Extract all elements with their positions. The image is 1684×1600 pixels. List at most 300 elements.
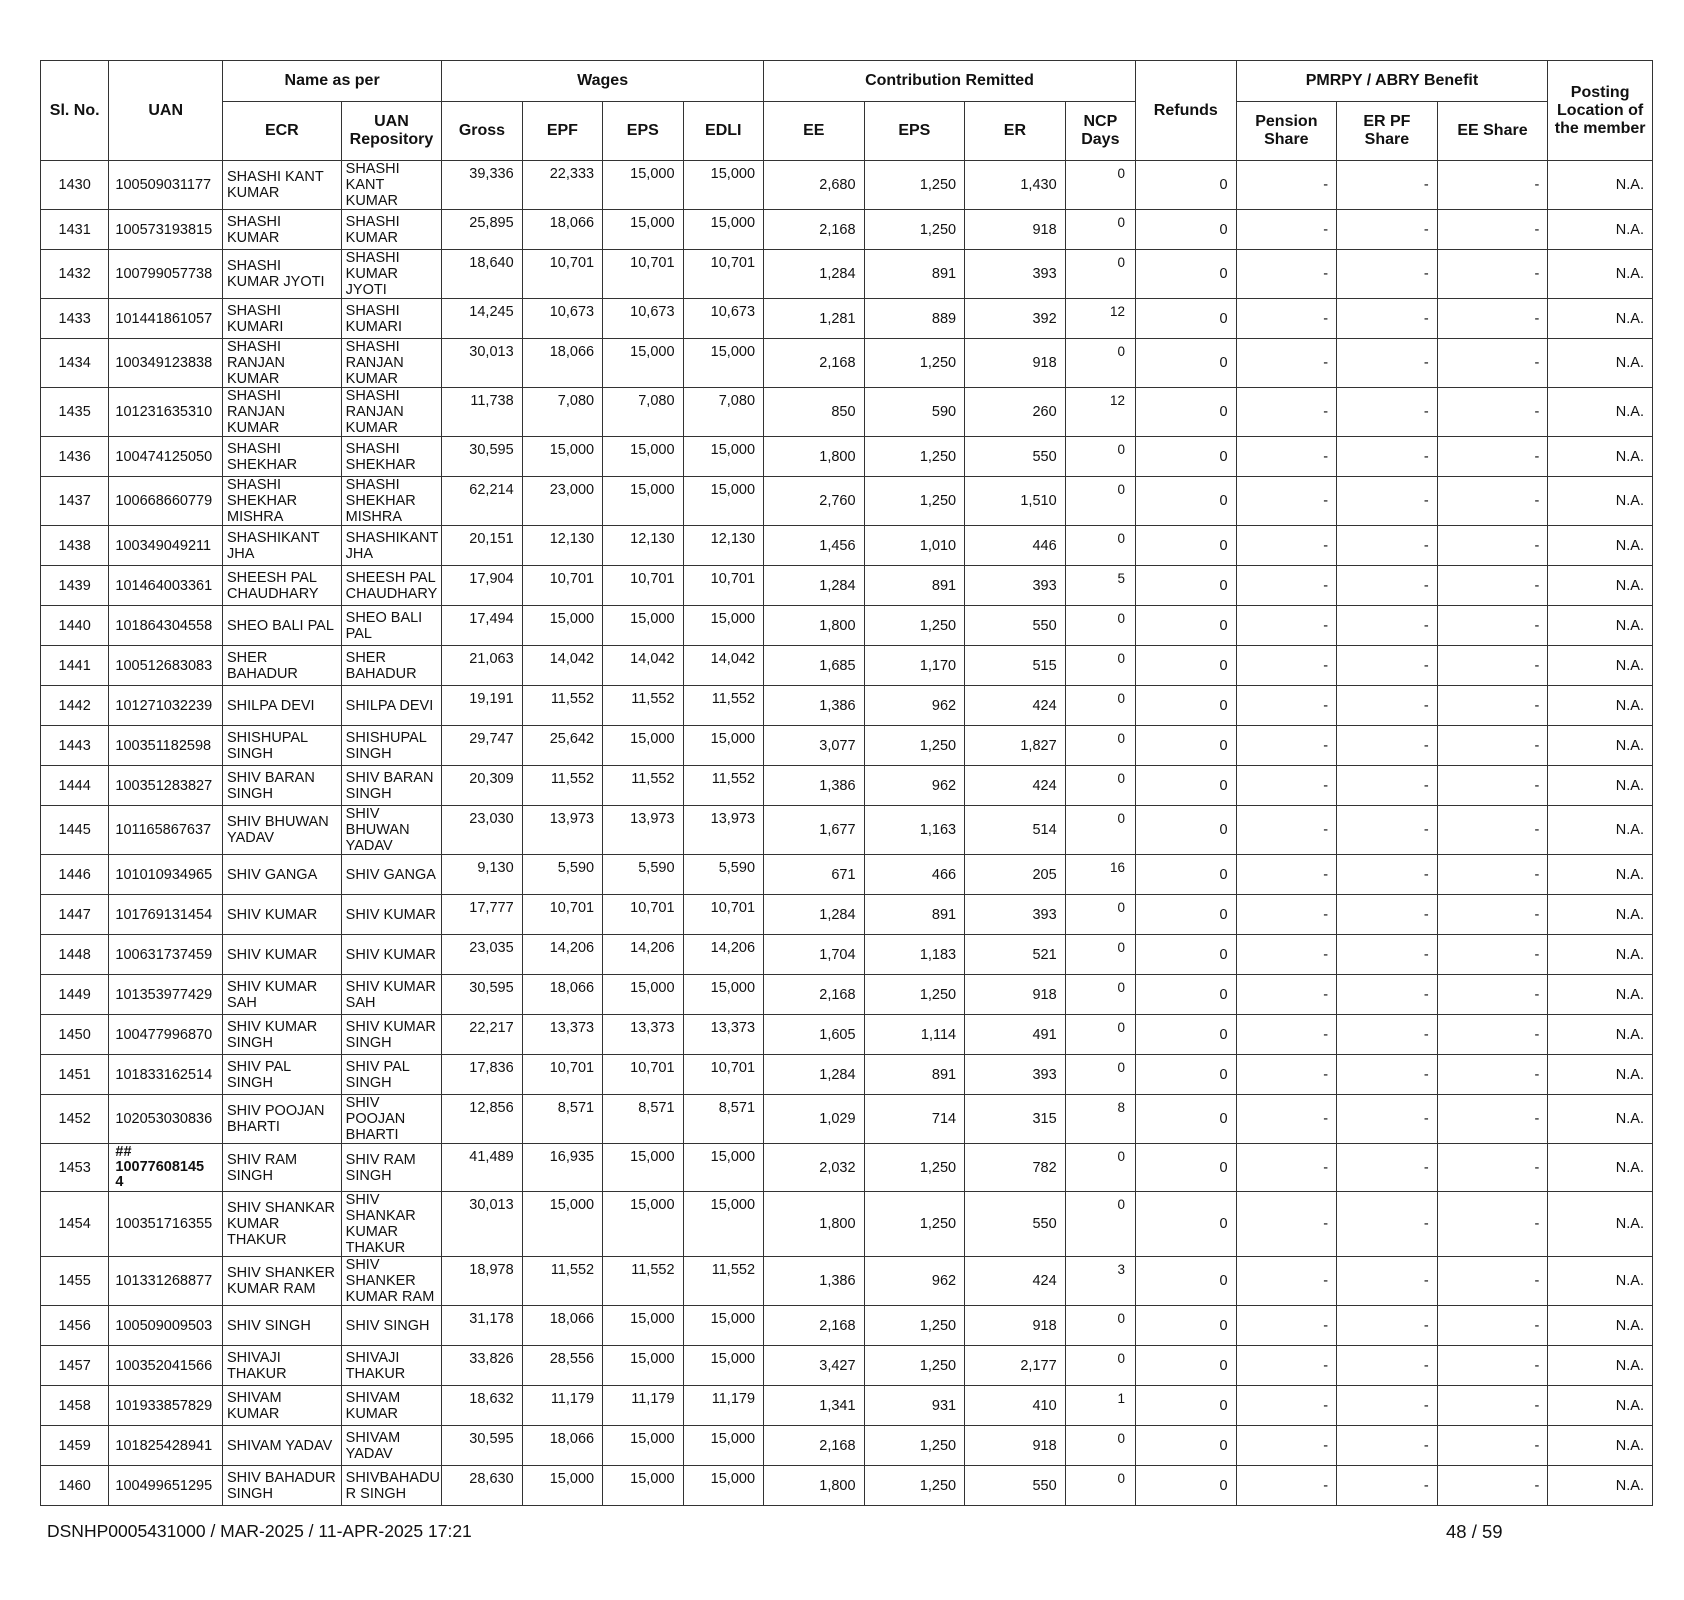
cell-refunds: 0 — [1136, 1426, 1237, 1466]
cell-contribution-eps: 590 — [864, 388, 965, 437]
cell-refunds: 0 — [1136, 1095, 1237, 1144]
cell-name-repository: SHIV SHANKAR KUMAR THAKUR — [341, 1192, 442, 1257]
cell-pension-share: - — [1236, 299, 1337, 339]
cell-edli: 10,701 — [683, 895, 763, 935]
cell-er: 918 — [965, 339, 1066, 388]
cell-er-pf-share: - — [1337, 975, 1438, 1015]
cell-pension-share: - — [1236, 250, 1337, 299]
cell-gross: 29,747 — [442, 726, 522, 766]
cell-ee: 1,386 — [764, 686, 865, 726]
cell-ee-share: - — [1437, 1466, 1548, 1506]
cell-refunds: 0 — [1136, 299, 1237, 339]
cell-name-repository: SHIV PAL SINGH — [341, 1055, 442, 1095]
cell-name-ecr: SHIV BARAN SINGH — [223, 766, 342, 806]
cell-sl-no: 1446 — [41, 855, 109, 895]
cell-gross: 18,632 — [442, 1386, 522, 1426]
cell-refunds: 0 — [1136, 975, 1237, 1015]
cell-uan: 100352041566 — [109, 1346, 223, 1386]
cell-sl-no: 1460 — [41, 1466, 109, 1506]
cell-ncp-days: 0 — [1065, 895, 1135, 935]
cell-er: 782 — [965, 1144, 1066, 1192]
cell-pension-share: - — [1236, 1257, 1337, 1306]
cell-name-ecr: SHILPA DEVI — [223, 686, 342, 726]
cell-ncp-days: 0 — [1065, 646, 1135, 686]
cell-name-repository: SHASHI SHEKHAR — [341, 437, 442, 477]
cell-ee: 1,800 — [764, 1192, 865, 1257]
cell-ee: 2,032 — [764, 1144, 865, 1192]
cell-ee-share: - — [1437, 566, 1548, 606]
cell-er-pf-share: - — [1337, 1346, 1438, 1386]
cell-refunds: 0 — [1136, 646, 1237, 686]
cell-contribution-eps: 962 — [864, 1257, 965, 1306]
header-ee-share: EE Share — [1437, 102, 1548, 161]
cell-er-pf-share: - — [1337, 1144, 1438, 1192]
cell-contribution-eps: 1,250 — [864, 726, 965, 766]
cell-ee-share: - — [1437, 1095, 1548, 1144]
cell-er-pf-share: - — [1337, 855, 1438, 895]
cell-er: 550 — [965, 437, 1066, 477]
cell-ncp-days: 0 — [1065, 477, 1135, 526]
cell-ee-share: - — [1437, 855, 1548, 895]
cell-refunds: 0 — [1136, 161, 1237, 210]
cell-ee-share: - — [1437, 1346, 1548, 1386]
cell-ee: 1,677 — [764, 806, 865, 855]
cell-er-pf-share: - — [1337, 726, 1438, 766]
cell-er-pf-share: - — [1337, 388, 1438, 437]
cell-uan: 101165867637 — [109, 806, 223, 855]
cell-sl-no: 1458 — [41, 1386, 109, 1426]
cell-name-ecr: SHEO BALI PAL — [223, 606, 342, 646]
cell-eps: 15,000 — [603, 339, 683, 388]
cell-pension-share: - — [1236, 210, 1337, 250]
cell-ee-share: - — [1437, 210, 1548, 250]
header-gross: Gross — [442, 102, 522, 161]
cell-edli: 15,000 — [683, 726, 763, 766]
cell-uan: 100474125050 — [109, 437, 223, 477]
cell-pension-share: - — [1236, 1426, 1337, 1466]
cell-name-ecr: SHASHI RANJAN KUMAR — [223, 339, 342, 388]
cell-uan: 100668660779 — [109, 477, 223, 526]
cell-eps: 11,179 — [603, 1386, 683, 1426]
cell-eps: 10,701 — [603, 1055, 683, 1095]
cell-posting-location: N.A. — [1548, 1055, 1653, 1095]
cell-epf: 15,000 — [522, 606, 602, 646]
cell-sl-no: 1448 — [41, 935, 109, 975]
cell-er: 260 — [965, 388, 1066, 437]
cell-epf: 18,066 — [522, 210, 602, 250]
cell-refunds: 0 — [1136, 766, 1237, 806]
cell-name-ecr: SHIV KUMAR SAH — [223, 975, 342, 1015]
cell-gross: 41,489 — [442, 1144, 522, 1192]
table-row — [41, 437, 1653, 477]
cell-contribution-eps: 1,250 — [864, 161, 965, 210]
cell-gross: 30,595 — [442, 1426, 522, 1466]
cell-pension-share: - — [1236, 1144, 1337, 1192]
cell-posting-location: N.A. — [1548, 339, 1653, 388]
header-edli: EDLI — [683, 102, 763, 161]
cell-er-pf-share: - — [1337, 526, 1438, 566]
cell-edli: 15,000 — [683, 210, 763, 250]
cell-edli: 15,000 — [683, 1144, 763, 1192]
cell-contribution-eps: 1,250 — [864, 1192, 965, 1257]
cell-ee-share: - — [1437, 1386, 1548, 1426]
cell-er-pf-share: - — [1337, 1095, 1438, 1144]
cell-er-pf-share: - — [1337, 1257, 1438, 1306]
cell-name-ecr: SHIVAJI THAKUR — [223, 1346, 342, 1386]
cell-eps: 15,000 — [603, 1466, 683, 1506]
cell-contribution-eps: 962 — [864, 766, 965, 806]
cell-name-ecr: SHASHI RANJAN KUMAR — [223, 388, 342, 437]
cell-name-ecr: SHASHI KANT KUMAR — [223, 161, 342, 210]
cell-ee: 1,456 — [764, 526, 865, 566]
cell-eps: 15,000 — [603, 975, 683, 1015]
cell-pension-share: - — [1236, 855, 1337, 895]
cell-er: 515 — [965, 646, 1066, 686]
header-contribution-eps: EPS — [864, 102, 965, 161]
cell-eps: 15,000 — [603, 161, 683, 210]
cell-uan: 101825428941 — [109, 1426, 223, 1466]
cell-ee-share: - — [1437, 1144, 1548, 1192]
cell-name-repository: SHASHI KUMAR JYOTI — [341, 250, 442, 299]
cell-eps: 13,973 — [603, 806, 683, 855]
cell-edli: 15,000 — [683, 606, 763, 646]
cell-pension-share: - — [1236, 686, 1337, 726]
cell-eps: 8,571 — [603, 1095, 683, 1144]
cell-name-ecr: SHIVAM KUMAR — [223, 1386, 342, 1426]
cell-er: 918 — [965, 1306, 1066, 1346]
cell-ncp-days: 0 — [1065, 726, 1135, 766]
table-row — [41, 1192, 1653, 1257]
cell-sl-no: 1430 — [41, 161, 109, 210]
cell-uan: 101864304558 — [109, 606, 223, 646]
ecr-contribution-table — [40, 60, 1653, 1506]
cell-name-repository: SHEO BALI PAL — [341, 606, 442, 646]
table-row — [41, 1144, 1653, 1192]
cell-name-ecr: SHASHIKANT JHA — [223, 526, 342, 566]
cell-eps: 5,590 — [603, 855, 683, 895]
cell-gross: 23,035 — [442, 935, 522, 975]
cell-gross: 18,640 — [442, 250, 522, 299]
table-row — [41, 1466, 1653, 1506]
cell-ee: 1,029 — [764, 1095, 865, 1144]
cell-epf: 10,673 — [522, 299, 602, 339]
cell-sl-no: 1459 — [41, 1426, 109, 1466]
cell-sl-no: 1435 — [41, 388, 109, 437]
cell-uan: ## 10077608145 4 — [109, 1144, 223, 1192]
table-row — [41, 526, 1653, 566]
cell-pension-share: - — [1236, 766, 1337, 806]
cell-epf: 25,642 — [522, 726, 602, 766]
cell-posting-location: N.A. — [1548, 1426, 1653, 1466]
cell-pension-share: - — [1236, 1466, 1337, 1506]
cell-pension-share: - — [1236, 1015, 1337, 1055]
cell-gross: 18,978 — [442, 1257, 522, 1306]
cell-edli: 13,373 — [683, 1015, 763, 1055]
cell-ncp-days: 0 — [1065, 686, 1135, 726]
cell-eps: 15,000 — [603, 726, 683, 766]
cell-eps: 15,000 — [603, 1144, 683, 1192]
cell-pension-share: - — [1236, 1192, 1337, 1257]
cell-refunds: 0 — [1136, 1055, 1237, 1095]
cell-posting-location: N.A. — [1548, 437, 1653, 477]
cell-name-ecr: SHIV POOJAN BHARTI — [223, 1095, 342, 1144]
cell-uan: 101464003361 — [109, 566, 223, 606]
cell-epf: 11,552 — [522, 686, 602, 726]
cell-posting-location: N.A. — [1548, 526, 1653, 566]
cell-posting-location: N.A. — [1548, 1466, 1653, 1506]
cell-sl-no: 1442 — [41, 686, 109, 726]
cell-pension-share: - — [1236, 1306, 1337, 1346]
cell-name-repository: SHASHI RANJAN KUMAR — [341, 339, 442, 388]
cell-refunds: 0 — [1136, 339, 1237, 388]
cell-er-pf-share: - — [1337, 766, 1438, 806]
cell-ee: 1,704 — [764, 935, 865, 975]
cell-eps: 15,000 — [603, 437, 683, 477]
cell-ncp-days: 3 — [1065, 1257, 1135, 1306]
cell-name-ecr: SHEESH PAL CHAUDHARY — [223, 566, 342, 606]
cell-edli: 15,000 — [683, 477, 763, 526]
table-row — [41, 895, 1653, 935]
cell-refunds: 0 — [1136, 1306, 1237, 1346]
table-row — [41, 935, 1653, 975]
cell-ee-share: - — [1437, 1015, 1548, 1055]
cell-eps: 10,673 — [603, 299, 683, 339]
cell-er-pf-share: - — [1337, 1466, 1438, 1506]
cell-ncp-days: 16 — [1065, 855, 1135, 895]
cell-er: 514 — [965, 806, 1066, 855]
cell-ncp-days: 0 — [1065, 1144, 1135, 1192]
cell-name-repository: SHASHI KUMAR — [341, 210, 442, 250]
cell-name-ecr: SHIV RAM SINGH — [223, 1144, 342, 1192]
cell-contribution-eps: 891 — [864, 250, 965, 299]
cell-name-ecr: SHIVAM YADAV — [223, 1426, 342, 1466]
cell-epf: 13,373 — [522, 1015, 602, 1055]
cell-ncp-days: 0 — [1065, 935, 1135, 975]
cell-refunds: 0 — [1136, 210, 1237, 250]
cell-er: 393 — [965, 895, 1066, 935]
cell-sl-no: 1436 — [41, 437, 109, 477]
cell-name-ecr: SHASHI KUMAR — [223, 210, 342, 250]
cell-er-pf-share: - — [1337, 1386, 1438, 1426]
cell-refunds: 0 — [1136, 250, 1237, 299]
cell-ncp-days: 0 — [1065, 339, 1135, 388]
cell-name-ecr: SHIV SHANKER KUMAR RAM — [223, 1257, 342, 1306]
cell-contribution-eps: 1,163 — [864, 806, 965, 855]
table-row — [41, 1306, 1653, 1346]
cell-uan: 100799057738 — [109, 250, 223, 299]
cell-refunds: 0 — [1136, 526, 1237, 566]
cell-eps: 15,000 — [603, 1346, 683, 1386]
cell-refunds: 0 — [1136, 935, 1237, 975]
table-row — [41, 210, 1653, 250]
cell-epf: 22,333 — [522, 161, 602, 210]
cell-name-repository: SHASHI KUMARI — [341, 299, 442, 339]
cell-ee: 1,284 — [764, 250, 865, 299]
cell-er: 393 — [965, 1055, 1066, 1095]
cell-er: 491 — [965, 1015, 1066, 1055]
cell-edli: 15,000 — [683, 437, 763, 477]
cell-epf: 28,556 — [522, 1346, 602, 1386]
cell-gross: 21,063 — [442, 646, 522, 686]
cell-name-repository: SHASHI RANJAN KUMAR — [341, 388, 442, 437]
cell-er-pf-share: - — [1337, 161, 1438, 210]
cell-gross: 17,836 — [442, 1055, 522, 1095]
cell-eps: 15,000 — [603, 1426, 683, 1466]
cell-ee: 1,685 — [764, 646, 865, 686]
cell-contribution-eps: 714 — [864, 1095, 965, 1144]
cell-sl-no: 1432 — [41, 250, 109, 299]
header-er-pf-share: ER PF Share — [1337, 102, 1438, 161]
cell-contribution-eps: 891 — [864, 1055, 965, 1095]
cell-posting-location: N.A. — [1548, 299, 1653, 339]
cell-gross: 9,130 — [442, 855, 522, 895]
cell-ee: 1,800 — [764, 1466, 865, 1506]
cell-edli: 11,552 — [683, 766, 763, 806]
cell-ee-share: - — [1437, 477, 1548, 526]
cell-name-repository: SHIV SHANKER KUMAR RAM — [341, 1257, 442, 1306]
cell-ee: 2,168 — [764, 1426, 865, 1466]
cell-name-repository: SHIV BARAN SINGH — [341, 766, 442, 806]
cell-er-pf-share: - — [1337, 1055, 1438, 1095]
cell-ncp-days: 8 — [1065, 1095, 1135, 1144]
cell-ee-share: - — [1437, 975, 1548, 1015]
cell-er: 1,430 — [965, 161, 1066, 210]
cell-ee-share: - — [1437, 1257, 1548, 1306]
cell-epf: 11,552 — [522, 1257, 602, 1306]
cell-pension-share: - — [1236, 437, 1337, 477]
cell-eps: 10,701 — [603, 895, 683, 935]
cell-ee: 1,284 — [764, 895, 865, 935]
cell-epf: 23,000 — [522, 477, 602, 526]
cell-gross: 12,856 — [442, 1095, 522, 1144]
cell-ee-share: - — [1437, 686, 1548, 726]
cell-contribution-eps: 1,250 — [864, 1466, 965, 1506]
cell-er-pf-share: - — [1337, 1015, 1438, 1055]
cell-gross: 28,630 — [442, 1466, 522, 1506]
cell-name-repository: SHIV GANGA — [341, 855, 442, 895]
cell-er: 2,177 — [965, 1346, 1066, 1386]
cell-pension-share: - — [1236, 161, 1337, 210]
cell-refunds: 0 — [1136, 1015, 1237, 1055]
cell-eps: 15,000 — [603, 1306, 683, 1346]
cell-uan: 101231635310 — [109, 388, 223, 437]
cell-edli: 11,179 — [683, 1386, 763, 1426]
cell-uan: 100477996870 — [109, 1015, 223, 1055]
cell-refunds: 0 — [1136, 566, 1237, 606]
cell-posting-location: N.A. — [1548, 895, 1653, 935]
cell-sl-no: 1437 — [41, 477, 109, 526]
cell-epf: 15,000 — [522, 437, 602, 477]
cell-er-pf-share: - — [1337, 646, 1438, 686]
cell-er-pf-share: - — [1337, 1306, 1438, 1346]
cell-posting-location: N.A. — [1548, 161, 1653, 210]
cell-ncp-days: 0 — [1065, 1426, 1135, 1466]
cell-ee: 3,427 — [764, 1346, 865, 1386]
cell-epf: 18,066 — [522, 339, 602, 388]
cell-name-repository: SHIV POOJAN BHARTI — [341, 1095, 442, 1144]
cell-edli: 13,973 — [683, 806, 763, 855]
cell-refunds: 0 — [1136, 1144, 1237, 1192]
cell-ee-share: - — [1437, 1306, 1548, 1346]
table-body — [41, 161, 1653, 1506]
cell-pension-share: - — [1236, 388, 1337, 437]
cell-ncp-days: 0 — [1065, 526, 1135, 566]
cell-edli: 14,042 — [683, 646, 763, 686]
cell-sl-no: 1453 — [41, 1144, 109, 1192]
cell-refunds: 0 — [1136, 1257, 1237, 1306]
cell-sl-no: 1433 — [41, 299, 109, 339]
header-ee: EE — [764, 102, 865, 161]
cell-eps: 15,000 — [603, 1192, 683, 1257]
cell-contribution-eps: 1,250 — [864, 1306, 965, 1346]
cell-pension-share: - — [1236, 1055, 1337, 1095]
cell-epf: 18,066 — [522, 1426, 602, 1466]
cell-ee: 1,341 — [764, 1386, 865, 1426]
cell-edli: 7,080 — [683, 388, 763, 437]
cell-pension-share: - — [1236, 526, 1337, 566]
cell-edli: 14,206 — [683, 935, 763, 975]
cell-edli: 10,701 — [683, 1055, 763, 1095]
cell-sl-no: 1457 — [41, 1346, 109, 1386]
table-row — [41, 606, 1653, 646]
cell-gross: 17,494 — [442, 606, 522, 646]
cell-edli: 15,000 — [683, 1466, 763, 1506]
cell-ee: 1,284 — [764, 1055, 865, 1095]
cell-name-ecr: SHIV BHUWAN YADAV — [223, 806, 342, 855]
table-row — [41, 1346, 1653, 1386]
cell-name-repository: SHIV BHUWAN YADAV — [341, 806, 442, 855]
cell-er: 446 — [965, 526, 1066, 566]
cell-epf: 14,042 — [522, 646, 602, 686]
cell-posting-location: N.A. — [1548, 935, 1653, 975]
cell-ee: 1,281 — [764, 299, 865, 339]
cell-ee-share: - — [1437, 935, 1548, 975]
cell-uan: 100509031177 — [109, 161, 223, 210]
cell-gross: 17,777 — [442, 895, 522, 935]
cell-name-ecr: SHIV PAL SINGH — [223, 1055, 342, 1095]
cell-ncp-days: 0 — [1065, 606, 1135, 646]
cell-ee: 2,760 — [764, 477, 865, 526]
cell-name-ecr: SHIV KUMAR — [223, 935, 342, 975]
cell-contribution-eps: 1,250 — [864, 1426, 965, 1466]
cell-epf: 16,935 — [522, 1144, 602, 1192]
cell-er: 392 — [965, 299, 1066, 339]
header-uan: UAN — [109, 61, 223, 161]
cell-edli: 12,130 — [683, 526, 763, 566]
cell-gross: 23,030 — [442, 806, 522, 855]
cell-ee: 1,284 — [764, 566, 865, 606]
table-row — [41, 1386, 1653, 1426]
cell-name-ecr: SHASHI SHEKHAR — [223, 437, 342, 477]
table-row — [41, 975, 1653, 1015]
table-row — [41, 686, 1653, 726]
cell-gross: 19,191 — [442, 686, 522, 726]
cell-posting-location: N.A. — [1548, 1257, 1653, 1306]
cell-edli: 11,552 — [683, 1257, 763, 1306]
table-row — [41, 161, 1653, 210]
cell-ee: 2,680 — [764, 161, 865, 210]
cell-name-repository: SHISHUPAL SINGH — [341, 726, 442, 766]
cell-sl-no: 1444 — [41, 766, 109, 806]
cell-ee-share: - — [1437, 726, 1548, 766]
cell-ncp-days: 12 — [1065, 299, 1135, 339]
header-pension-share: Pension Share — [1236, 102, 1337, 161]
cell-name-ecr: SHIV SHANKAR KUMAR THAKUR — [223, 1192, 342, 1257]
cell-er: 550 — [965, 606, 1066, 646]
cell-er-pf-share: - — [1337, 935, 1438, 975]
cell-ncp-days: 1 — [1065, 1386, 1135, 1426]
cell-refunds: 0 — [1136, 1192, 1237, 1257]
